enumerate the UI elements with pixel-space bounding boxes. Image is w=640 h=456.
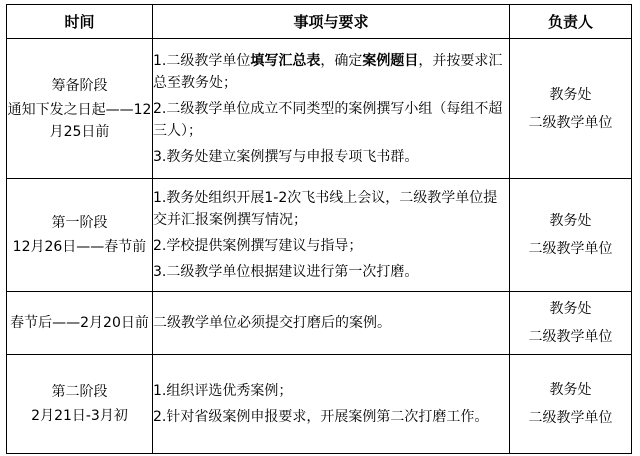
task-item: [153, 50, 509, 94]
owner-name: 二级教学单位: [528, 241, 613, 257]
task-bold-text: 案例题目: [362, 52, 419, 69]
task-item: 2.学校提供案例撰写建议与指导；: [153, 238, 363, 254]
owner-name: 二级教学单位: [528, 329, 613, 345]
owner-name: 教务处: [549, 86, 592, 103]
owner-name: 教务处: [549, 213, 592, 229]
time-cell: [7, 179, 153, 292]
header-task: 事项与要求: [153, 5, 510, 39]
table-row: [7, 179, 632, 292]
stage-name: 第一阶段: [51, 215, 108, 231]
task-item: 3.二级教学单位根据建议进行第一次打磨。: [153, 264, 419, 280]
stage-name: 筹备阶段: [51, 77, 108, 94]
time-cell: [7, 355, 153, 454]
owner-name: 教务处: [549, 382, 592, 398]
task-cell: [153, 355, 510, 454]
task-bold-text: 填写汇总表: [250, 52, 321, 69]
task-text: ，确定: [320, 52, 363, 69]
schedule-table: [6, 4, 632, 454]
table-row: [7, 39, 632, 179]
stage-name: 第二阶段: [51, 384, 108, 400]
stage-period: 2月21日-3月初: [31, 408, 128, 424]
header-owner: 负责人: [510, 5, 632, 39]
task-cell: [153, 292, 510, 355]
task-text: ，并按要求汇总至教务处；: [153, 52, 503, 91]
task-cell: [153, 179, 510, 292]
table-row: [7, 292, 632, 355]
task-item: 1.教务处组织开展1-2次飞书线上会议，二级教学单位提交并汇报案例撰写情况；: [153, 190, 498, 228]
owner-cell: [510, 39, 632, 179]
table-row: [7, 355, 632, 454]
owner-name: 二级教学单位: [528, 114, 613, 131]
task-item: 二级教学单位必须提交打磨后的案例。: [153, 315, 391, 331]
stage-period: 12月26日——春节前: [12, 239, 147, 255]
owner-name: 二级教学单位: [528, 410, 613, 426]
header-row: [7, 5, 632, 39]
task-item: 1.组织评选优秀案例；: [153, 383, 293, 399]
stage-period: 春节后——2月20日前: [10, 315, 149, 331]
task-item: 3.教务处建立案例撰写与申报专项飞书群。: [153, 148, 419, 165]
task-item: 2.针对省级案例申报要求，开展案例第二次打磨工作。: [153, 409, 489, 425]
owner-cell: [510, 179, 632, 292]
task-cell: [153, 39, 510, 179]
header-time: 时间: [7, 5, 153, 39]
stage-period: 通知下发之日起——12月25日前: [7, 101, 152, 140]
time-cell: [7, 39, 153, 179]
owner-cell: [510, 355, 632, 454]
time-cell: [7, 292, 153, 355]
owner-cell: [510, 292, 632, 355]
task-text: 1.二级教学单位: [153, 52, 251, 69]
owner-name: 教务处: [549, 301, 592, 317]
task-item: 2.二级教学单位成立不同类型的案例撰写小组（每组不超三人）；: [153, 100, 503, 139]
